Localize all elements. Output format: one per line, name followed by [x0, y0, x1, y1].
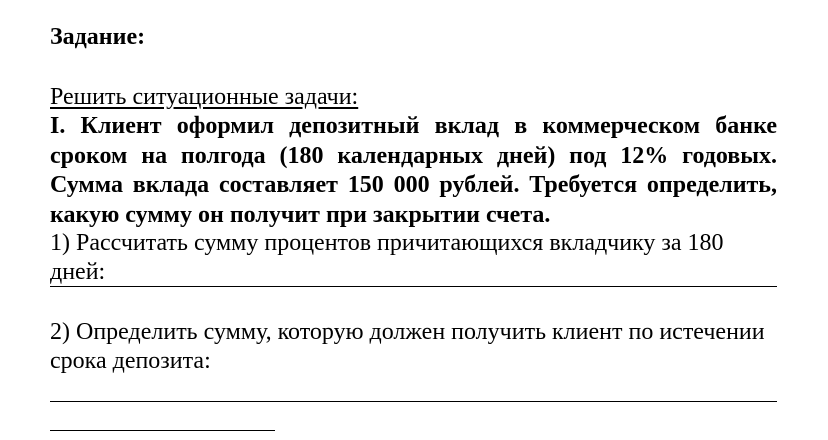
assignment-subheading: Решить ситуационные задачи:	[50, 84, 359, 110]
assignment-heading: Задание:	[50, 24, 146, 50]
answer-line-1	[50, 286, 777, 287]
question-2: 2) Определить сумму, которую должен получить клиент по истечении срока депозита:	[50, 319, 765, 374]
answer-line-3	[50, 430, 275, 431]
question-1: 1) Рассчитать сумму процентов причитающихся вкладчику за 180 дней:	[50, 230, 724, 285]
answer-line-2	[50, 401, 777, 402]
task-statement: I. Клиент оформил депозитный вклад в коммерческом банке сроком на полгода (180 календарных дней) под 12% годовых. Сумма вклада составляет 150 000 рублей. Требуется определить, какую сумму он получит при закрытии счета.	[50, 113, 777, 228]
